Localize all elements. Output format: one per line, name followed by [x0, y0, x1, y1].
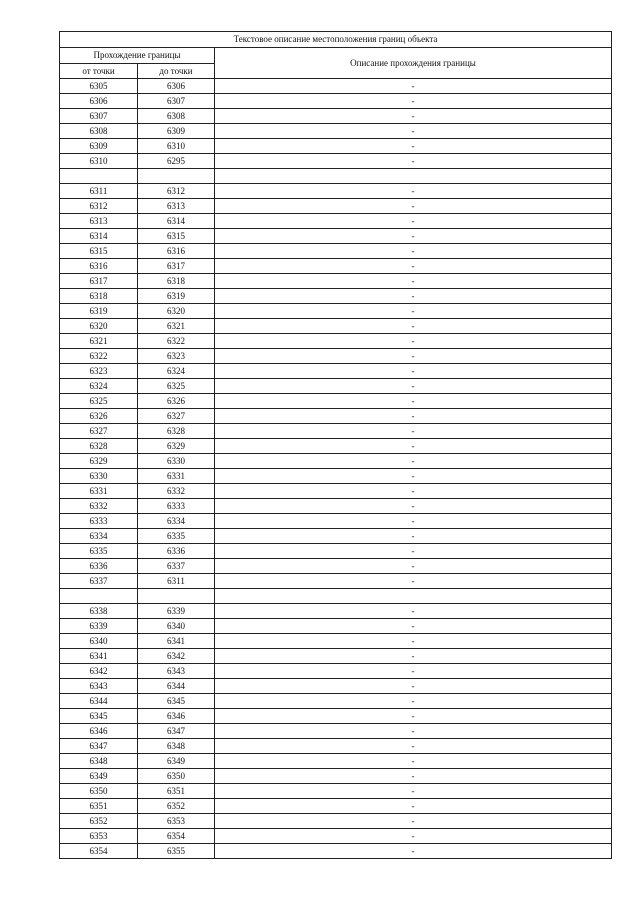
cell-from-point: 6314 — [60, 229, 138, 244]
cell-from-point: 6320 — [60, 319, 138, 334]
cell-to-point — [138, 169, 215, 184]
table-row — [60, 109, 612, 124]
cell-description: - — [215, 814, 612, 829]
cell-description: - — [215, 394, 612, 409]
cell-to-point: 6332 — [138, 484, 215, 499]
cell-to-point: 6335 — [138, 529, 215, 544]
cell-from-point: 6324 — [60, 379, 138, 394]
table-row — [60, 499, 612, 514]
cell-to-point: 6339 — [138, 604, 215, 619]
cell-to-point: 6327 — [138, 409, 215, 424]
cell-description: - — [215, 829, 612, 844]
cell-description: - — [215, 514, 612, 529]
cell-from-point: 6306 — [60, 94, 138, 109]
cell-to-point: 6336 — [138, 544, 215, 559]
table-row — [60, 244, 612, 259]
cell-to-point: 6351 — [138, 784, 215, 799]
table-row — [60, 79, 612, 94]
cell-description: - — [215, 844, 612, 859]
cell-from-point: 6339 — [60, 619, 138, 634]
cell-from-point: 6310 — [60, 154, 138, 169]
cell-to-point: 6328 — [138, 424, 215, 439]
cell-to-point: 6326 — [138, 394, 215, 409]
cell-from-point: 6340 — [60, 634, 138, 649]
table-row — [60, 409, 612, 424]
table-title: Текстовое описание местоположения границ объекта — [60, 32, 612, 48]
cell-description: - — [215, 424, 612, 439]
cell-description: - — [215, 124, 612, 139]
cell-from-point: 6312 — [60, 199, 138, 214]
cell-from-point: 6338 — [60, 604, 138, 619]
table-row — [60, 259, 612, 274]
cell-description: - — [215, 799, 612, 814]
cell-from-point: 6317 — [60, 274, 138, 289]
cell-from-point: 6328 — [60, 439, 138, 454]
cell-to-point — [138, 589, 215, 604]
table-row — [60, 439, 612, 454]
cell-from-point: 6348 — [60, 754, 138, 769]
cell-description: - — [215, 469, 612, 484]
cell-to-point: 6342 — [138, 649, 215, 664]
cell-to-point: 6352 — [138, 799, 215, 814]
table-row — [60, 184, 612, 199]
cell-to-point: 6344 — [138, 679, 215, 694]
cell-description: - — [215, 709, 612, 724]
cell-description: - — [215, 559, 612, 574]
cell-from-point: 6352 — [60, 814, 138, 829]
cell-to-point: 6355 — [138, 844, 215, 859]
table-row — [60, 199, 612, 214]
cell-description: - — [215, 94, 612, 109]
cell-to-point: 6309 — [138, 124, 215, 139]
cell-description: - — [215, 784, 612, 799]
cell-to-point: 6317 — [138, 259, 215, 274]
table-row — [60, 724, 612, 739]
cell-to-point: 6323 — [138, 349, 215, 364]
cell-from-point: 6353 — [60, 829, 138, 844]
cell-from-point: 6346 — [60, 724, 138, 739]
cell-description: - — [215, 604, 612, 619]
cell-from-point: 6323 — [60, 364, 138, 379]
cell-from-point — [60, 589, 138, 604]
cell-to-point: 6353 — [138, 814, 215, 829]
cell-from-point: 6307 — [60, 109, 138, 124]
cell-from-point: 6333 — [60, 514, 138, 529]
cell-to-point: 6331 — [138, 469, 215, 484]
table-row — [60, 514, 612, 529]
cell-description: - — [215, 634, 612, 649]
cell-to-point: 6316 — [138, 244, 215, 259]
cell-description: - — [215, 244, 612, 259]
table-row — [60, 484, 612, 499]
cell-to-point: 6340 — [138, 619, 215, 634]
table-row — [60, 754, 612, 769]
cell-to-point: 6322 — [138, 334, 215, 349]
cell-to-point: 6346 — [138, 709, 215, 724]
table-row — [60, 739, 612, 754]
cell-description: - — [215, 409, 612, 424]
cell-from-point: 6344 — [60, 694, 138, 709]
cell-description: - — [215, 229, 612, 244]
cell-from-point: 6330 — [60, 469, 138, 484]
table-row — [60, 799, 612, 814]
cell-from-point: 6308 — [60, 124, 138, 139]
cell-to-point: 6311 — [138, 574, 215, 589]
cell-from-point: 6337 — [60, 574, 138, 589]
cell-from-point: 6347 — [60, 739, 138, 754]
cell-description: - — [215, 304, 612, 319]
cell-to-point: 6324 — [138, 364, 215, 379]
cell-to-point: 6325 — [138, 379, 215, 394]
cell-description: - — [215, 484, 612, 499]
cell-to-point: 6318 — [138, 274, 215, 289]
cell-to-point: 6306 — [138, 79, 215, 94]
cell-from-point: 6326 — [60, 409, 138, 424]
cell-description: - — [215, 184, 612, 199]
cell-description: - — [215, 574, 612, 589]
cell-from-point: 6309 — [60, 139, 138, 154]
cell-description: - — [215, 739, 612, 754]
table-row — [60, 829, 612, 844]
table-row — [60, 349, 612, 364]
cell-description: - — [215, 439, 612, 454]
table-row — [60, 214, 612, 229]
cell-to-point: 6315 — [138, 229, 215, 244]
cell-from-point: 6329 — [60, 454, 138, 469]
table-row — [60, 649, 612, 664]
cell-description: - — [215, 259, 612, 274]
table-row — [60, 424, 612, 439]
cell-to-point: 6320 — [138, 304, 215, 319]
table-row — [60, 394, 612, 409]
cell-description: - — [215, 619, 612, 634]
table-row — [60, 814, 612, 829]
table-row — [60, 559, 612, 574]
cell-to-point: 6313 — [138, 199, 215, 214]
table-row — [60, 529, 612, 544]
cell-to-point: 6319 — [138, 289, 215, 304]
cell-to-point: 6345 — [138, 694, 215, 709]
cell-description: - — [215, 154, 612, 169]
table-row — [60, 544, 612, 559]
cell-description: - — [215, 334, 612, 349]
table-row — [60, 364, 612, 379]
cell-to-point: 6295 — [138, 154, 215, 169]
cell-from-point: 6349 — [60, 769, 138, 784]
cell-to-point: 6321 — [138, 319, 215, 334]
cell-to-point: 6354 — [138, 829, 215, 844]
table-row — [60, 289, 612, 304]
column-header-from-point: от точки — [60, 64, 138, 79]
cell-to-point: 6312 — [138, 184, 215, 199]
cell-from-point: 6334 — [60, 529, 138, 544]
cell-to-point: 6310 — [138, 139, 215, 154]
boundary-table — [59, 31, 612, 859]
cell-from-point: 6322 — [60, 349, 138, 364]
cell-description: - — [215, 379, 612, 394]
cell-from-point: 6331 — [60, 484, 138, 499]
cell-from-point: 6305 — [60, 79, 138, 94]
cell-description: - — [215, 544, 612, 559]
cell-to-point: 6314 — [138, 214, 215, 229]
cell-from-point: 6350 — [60, 784, 138, 799]
cell-to-point: 6307 — [138, 94, 215, 109]
cell-from-point: 6345 — [60, 709, 138, 724]
cell-from-point — [60, 169, 138, 184]
cell-description: - — [215, 664, 612, 679]
table-row — [60, 229, 612, 244]
cell-description: - — [215, 499, 612, 514]
table-row — [60, 844, 612, 859]
cell-to-point: 6329 — [138, 439, 215, 454]
table-row — [60, 679, 612, 694]
cell-from-point: 6318 — [60, 289, 138, 304]
cell-from-point: 6332 — [60, 499, 138, 514]
cell-description: - — [215, 199, 612, 214]
cell-description: - — [215, 214, 612, 229]
cell-to-point: 6341 — [138, 634, 215, 649]
cell-to-point: 6343 — [138, 664, 215, 679]
cell-from-point: 6321 — [60, 334, 138, 349]
cell-description: - — [215, 454, 612, 469]
cell-from-point: 6319 — [60, 304, 138, 319]
cell-description: - — [215, 529, 612, 544]
table-row — [60, 454, 612, 469]
cell-description: - — [215, 724, 612, 739]
cell-from-point: 6341 — [60, 649, 138, 664]
cell-to-point: 6333 — [138, 499, 215, 514]
table-row — [60, 139, 612, 154]
table-row — [60, 619, 612, 634]
table-separator-row — [60, 589, 612, 604]
cell-to-point: 6334 — [138, 514, 215, 529]
cell-to-point: 6337 — [138, 559, 215, 574]
cell-to-point: 6308 — [138, 109, 215, 124]
table-row — [60, 784, 612, 799]
cell-from-point: 6315 — [60, 244, 138, 259]
table-row — [60, 274, 612, 289]
table-row — [60, 334, 612, 349]
cell-from-point: 6336 — [60, 559, 138, 574]
cell-from-point: 6351 — [60, 799, 138, 814]
column-header-to-point: до точки — [138, 64, 215, 79]
cell-description: - — [215, 769, 612, 784]
table-body — [60, 79, 612, 859]
column-header-description: Описание прохождения границы — [215, 48, 612, 79]
table-row — [60, 304, 612, 319]
table-row — [60, 94, 612, 109]
table-row — [60, 469, 612, 484]
cell-description: - — [215, 79, 612, 94]
table-row — [60, 634, 612, 649]
table-row — [60, 604, 612, 619]
cell-description: - — [215, 649, 612, 664]
group-header-boundary-passage: Прохождение границы — [60, 48, 215, 64]
document-page — [59, 31, 611, 859]
cell-from-point: 6316 — [60, 259, 138, 274]
cell-to-point: 6348 — [138, 739, 215, 754]
cell-description: - — [215, 679, 612, 694]
cell-to-point: 6350 — [138, 769, 215, 784]
cell-from-point: 6335 — [60, 544, 138, 559]
cell-from-point: 6354 — [60, 844, 138, 859]
cell-from-point: 6313 — [60, 214, 138, 229]
cell-from-point: 6325 — [60, 394, 138, 409]
cell-from-point: 6342 — [60, 664, 138, 679]
table-row — [60, 154, 612, 169]
table-row — [60, 124, 612, 139]
cell-description: - — [215, 319, 612, 334]
cell-description: - — [215, 139, 612, 154]
table-row — [60, 664, 612, 679]
cell-description — [215, 589, 612, 604]
cell-description: - — [215, 274, 612, 289]
cell-to-point: 6330 — [138, 454, 215, 469]
cell-description: - — [215, 364, 612, 379]
table-row — [60, 709, 612, 724]
table-row — [60, 694, 612, 709]
cell-from-point: 6311 — [60, 184, 138, 199]
cell-description — [215, 169, 612, 184]
cell-to-point: 6349 — [138, 754, 215, 769]
table-row — [60, 769, 612, 784]
table-row — [60, 319, 612, 334]
table-row — [60, 379, 612, 394]
cell-description: - — [215, 109, 612, 124]
cell-description: - — [215, 289, 612, 304]
cell-description: - — [215, 694, 612, 709]
table-row — [60, 574, 612, 589]
cell-from-point: 6327 — [60, 424, 138, 439]
cell-from-point: 6343 — [60, 679, 138, 694]
cell-to-point: 6347 — [138, 724, 215, 739]
cell-description: - — [215, 349, 612, 364]
cell-description: - — [215, 754, 612, 769]
table-separator-row — [60, 169, 612, 184]
